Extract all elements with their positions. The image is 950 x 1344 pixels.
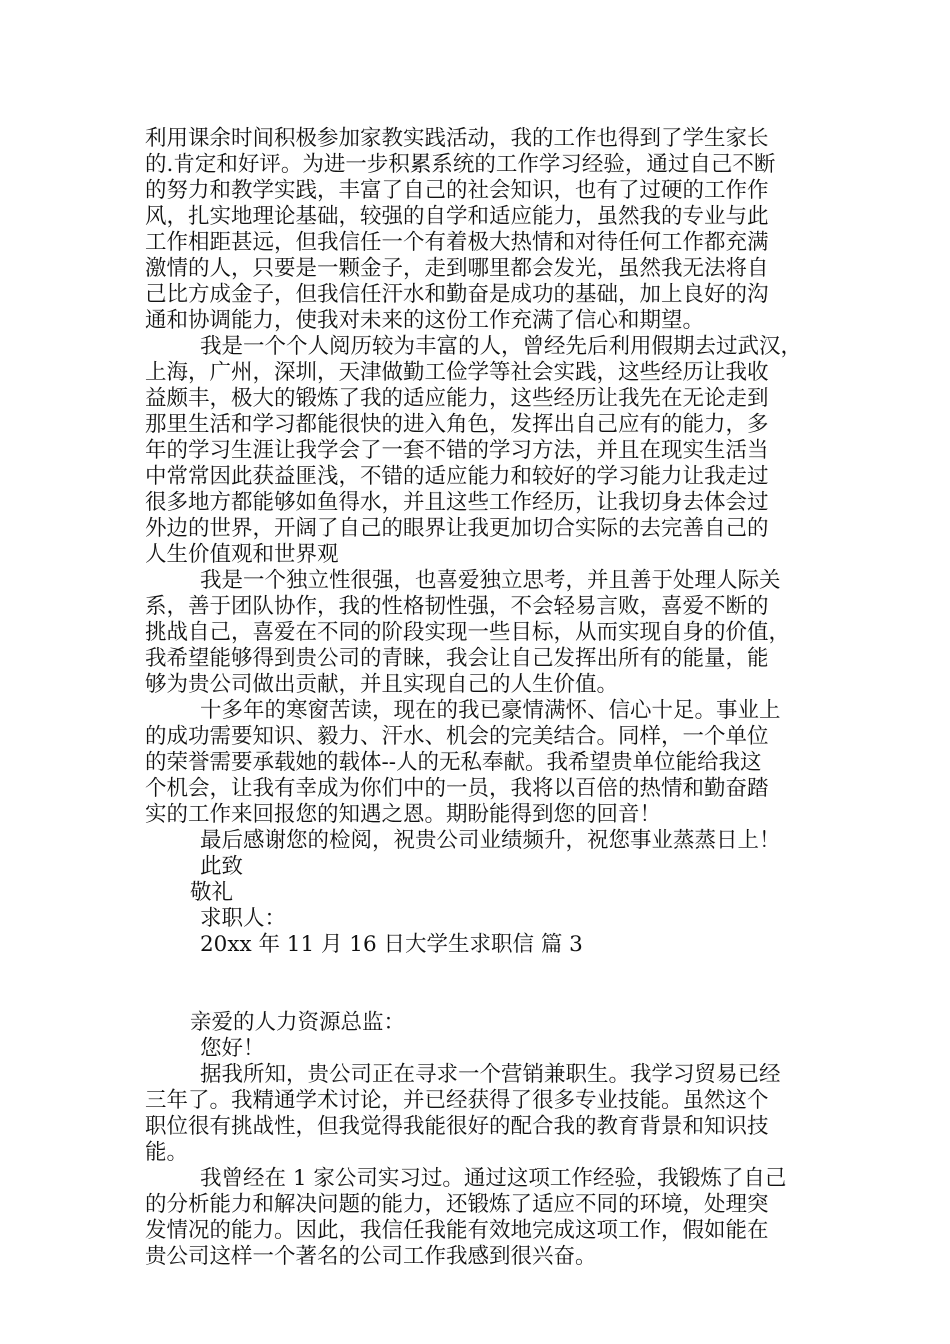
text-line: 的成功需要知识、毅力、汗水、机会的完美结合。同样，一个单位 <box>145 724 769 749</box>
text-line: 的努力和教学实践，丰富了自己的社会知识，也有了过硬的工作作 <box>145 178 769 203</box>
text-line: 利用课余时间积极参加家教实践活动，我的工作也得到了学生家长 <box>145 126 769 151</box>
text-line: 贵公司这样一个著名的公司工作我感到很兴奋。 <box>145 1244 597 1269</box>
text-line: 很多地方都能够如鱼得水，并且这些工作经历，让我切身去体会过 <box>145 490 769 515</box>
text-line: 挑战自己，喜爱在不同的阶段实现一些目标，从而实现自身的价值， <box>145 620 791 645</box>
date-and-section-heading: 20xx 年 11 月 16 日大学生求职信 篇 3 <box>200 932 583 957</box>
text-line: 己比方成金子，但我信任汗水和勤奋是成功的基础，加上良好的沟 <box>145 282 769 307</box>
text-line: 我是一个个人阅历较为丰富的人，曾经先后利用假期去过武汉， <box>200 334 803 359</box>
closing-salutation: 此致 <box>200 854 244 879</box>
text-line: 人生价值观和世界观 <box>145 542 339 567</box>
closing-regards: 敬礼 <box>190 880 234 905</box>
text-line: 益颇丰，极大的锻炼了我的适应能力，这些经历让我先在无论走到 <box>145 386 769 411</box>
text-line: 十多年的寒窗苦读，现在的我已豪情满怀、信心十足。事业上 <box>200 698 781 723</box>
text-line: 系，善于团队协作，我的性格韧性强，不会轻易言败，喜爱不断的 <box>145 594 769 619</box>
text-line: 我是一个独立性很强，也喜爱独立思考，并且善于处理人际关 <box>200 568 781 593</box>
text-line: 中常常因此获益匪浅，不错的适应能力和较好的学习能力让我走过 <box>145 464 769 489</box>
text-line: 能。 <box>145 1140 189 1165</box>
text-line: 年的学习生涯让我学会了一套不错的学习方法，并且在现实生活当 <box>145 438 769 463</box>
text-line: 激情的人，只要是一颗金子，走到哪里都会发光，虽然我无法将自 <box>145 256 769 281</box>
text-line: 据我所知，贵公司正在寻求一个营销兼职生。我学习贸易已经 <box>200 1062 781 1087</box>
text-line: 够为贵公司做出贡献，并且实现自己的人生价值。 <box>145 672 619 697</box>
text-line: 外边的世界，开阔了自己的眼界让我更加切合实际的去完善自己的 <box>145 516 769 541</box>
greeting-recipient: 亲爱的人力资源总监： <box>190 1010 406 1035</box>
text-line: 最后感谢您的检阅，祝贵公司业绩频升，祝您事业蒸蒸日上！ <box>200 828 781 853</box>
text-line: 个机会，让我有幸成为你们中的一员，我将以百倍的热情和勤奋踏 <box>145 776 769 801</box>
text-line: 实的工作来回报您的知遇之恩。期盼能得到您的回音！ <box>145 802 662 827</box>
text-line: 职位很有挑战性，但我觉得我能很好的配合我的教育背景和知识技 <box>145 1114 769 1139</box>
text-line: 的荣誉需要承载她的载体--人的无私奉献。我希望贵单位能给我这 <box>145 750 762 775</box>
text-line: 的分析能力和解决问题的能力，还锻炼了适应不同的环境，处理突 <box>145 1192 769 1217</box>
text-line: 上海，广州，深圳，天津做勤工俭学等社会实践，这些经历让我收 <box>145 360 769 385</box>
text-line: 的.肯定和好评。为进一步积累系统的工作学习经验，通过自己不断 <box>145 152 776 177</box>
text-line: 工作相距甚远，但我信任一个有着极大热情和对待任何工作都充满 <box>145 230 769 255</box>
text-line: 发情况的能力。因此，我信任我能有效地完成这项工作，假如能在 <box>145 1218 769 1243</box>
applicant-label: 求职人： <box>200 906 287 931</box>
text-line: 那里生活和学习都能很快的进入角色，发挥出自己应有的能力，多 <box>145 412 769 437</box>
text-line: 我曾经在 1 家公司实习过。通过这项工作经验，我锻炼了自己 <box>200 1166 787 1191</box>
text-line: 风，扎实地理论基础，较强的自学和适应能力，虽然我的专业与此 <box>145 204 769 229</box>
greeting-hello: 您好！ <box>200 1036 265 1061</box>
text-line: 通和协调能力，使我对未来的这份工作充满了信心和期望。 <box>145 308 705 333</box>
text-line: 我希望能够得到贵公司的青睐，我会让自己发挥出所有的能量，能 <box>145 646 769 671</box>
text-line: 三年了。我精通学术讨论，并已经获得了很多专业技能。虽然这个 <box>145 1088 769 1113</box>
